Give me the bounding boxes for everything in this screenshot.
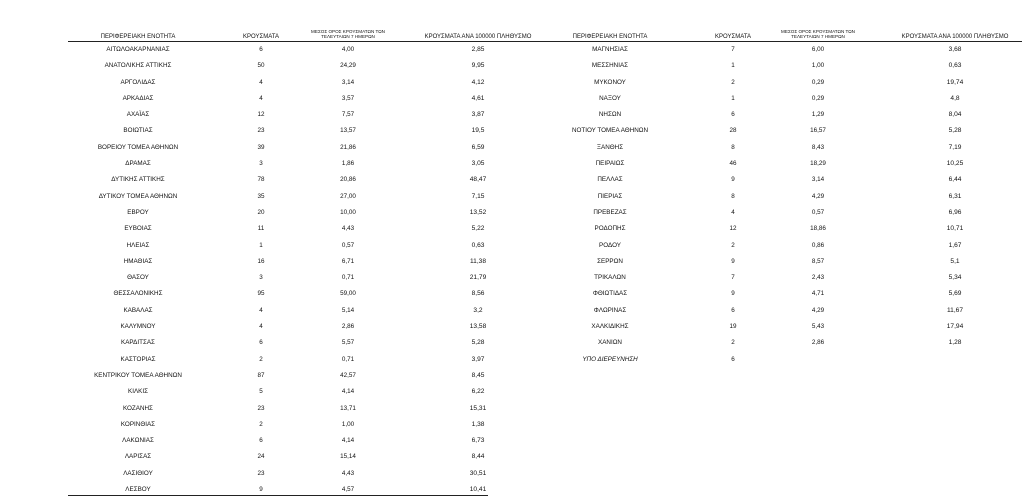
left-table-body: [68, 42, 548, 498]
cases-cell: 6: [731, 306, 735, 314]
avg7-cell: 3,14: [341, 78, 355, 86]
cases-cell: 78: [257, 176, 265, 184]
cases-cell: 8: [731, 192, 735, 200]
cases-cell: 7: [731, 46, 735, 53]
cases-cell: 28: [729, 127, 737, 135]
table-row: [68, 221, 548, 237]
per100k-cell: 15,31: [469, 404, 487, 412]
region-cell: ΚΑΣΤΟΡΙΑΣ: [120, 355, 156, 363]
header-avg7: [773, 29, 863, 40]
per100k-cell: 8,04: [948, 111, 962, 119]
header-region: ΠΕΡΙΦΕΡΕΙΑΚΗ ΕΝΟΤΗΤΑ: [100, 34, 176, 40]
per100k-cell: 5,22: [471, 225, 485, 233]
region-cell: ΠΙΕΡΙΑΣ: [597, 192, 623, 200]
region-cell: ΗΜΑΘΙΑΣ: [123, 257, 153, 265]
cases-cell: 8: [731, 143, 735, 151]
per100k-cell: 11,67: [946, 306, 963, 314]
per100k-cell: 0,63: [948, 62, 962, 70]
header-avg7-line2: ΤΕΛΕΥΤΑΙΩΝ 7 ΗΜΕΡΩΝ: [321, 34, 375, 40]
per100k-cell: 3,87: [471, 111, 485, 119]
region-cell: ΡΟΔΟΥ: [599, 241, 621, 249]
region-cell: ΦΘΙΩΤΙΔΑΣ: [592, 290, 628, 298]
table-row: [540, 189, 1022, 205]
avg7-cell: 0,71: [341, 274, 355, 282]
table-row: [68, 352, 548, 368]
per100k-cell: 7,19: [948, 143, 962, 151]
avg7-cell: 4,71: [811, 290, 825, 298]
cases-cell: 3: [259, 160, 263, 168]
header-avg7-line1: ΜΕΣΟΣ ΟΡΟΣ ΚΡΟΥΣΜΑΤΩΝ ΤΩΝ: [311, 28, 385, 34]
region-cell: ΛΑΚΩΝΙΑΣ: [122, 437, 154, 445]
avg7-cell: 8,57: [811, 257, 825, 265]
avg7-cell: 1,86: [341, 160, 355, 168]
region-cell: ΤΡΙΚΑΛΩΝ: [594, 274, 626, 282]
avg7-cell: 4,00: [341, 46, 355, 53]
table-row: [68, 466, 548, 482]
per100k-cell: 11,38: [469, 257, 486, 265]
cases-cell: 1: [259, 241, 263, 249]
table-row: [540, 270, 1022, 286]
cases-cell: 2: [731, 78, 735, 86]
table-row: [68, 140, 548, 156]
per100k-cell: 19,74: [946, 78, 964, 86]
table-row: [68, 401, 548, 417]
cases-cell: 23: [257, 127, 265, 135]
cases-cell: 35: [257, 192, 265, 200]
region-cell: ΜΕΣΣΗΝΙΑΣ: [591, 62, 629, 70]
region-cell: ΛΑΣΙΘΙΟΥ: [123, 469, 153, 477]
per100k-cell: 3,97: [471, 355, 485, 363]
bottom-rule: [68, 495, 488, 496]
avg7-cell: 0,86: [811, 241, 825, 249]
per100k-cell: 2,85: [471, 46, 485, 53]
region-cell: ΑΧΑΪΑΣ: [126, 111, 150, 119]
cases-cell: 7: [731, 274, 735, 282]
avg7-cell: 0,29: [811, 94, 825, 102]
avg7-cell: 4,43: [341, 225, 355, 233]
header-avg7-line1: ΜΕΣΟΣ ΟΡΟΣ ΚΡΟΥΣΜΑΤΩΝ ΤΩΝ: [781, 28, 855, 34]
table-row: [540, 107, 1022, 123]
cases-cell: 2: [731, 339, 735, 347]
avg7-cell: 5,57: [341, 339, 355, 347]
per100k-cell: 1,38: [471, 420, 485, 428]
cases-cell: 2: [259, 420, 263, 428]
table-row: [68, 319, 548, 335]
cases-cell: 95: [257, 290, 265, 298]
cases-cell: 4: [259, 306, 263, 314]
table-header: [68, 26, 548, 42]
region-cell: ΘΕΣΣΑΛΟΝΙΚΗΣ: [113, 290, 163, 298]
table-row: [68, 433, 548, 449]
cases-cell: 50: [257, 62, 265, 70]
avg7-cell: 24,29: [340, 62, 356, 70]
header-region: ΠΕΡΙΦΕΡΕΙΑΚΗ ΕΝΟΤΗΤΑ: [572, 34, 648, 40]
cases-cell: 2: [259, 355, 263, 363]
avg7-cell: 59,00: [340, 290, 356, 298]
per100k-cell: 8,56: [471, 290, 485, 298]
table-row: [68, 270, 548, 286]
per100k-cell: 19,5: [471, 127, 485, 135]
cases-cell: 23: [257, 404, 265, 412]
table-row: [540, 303, 1022, 319]
table-row: [68, 449, 548, 465]
region-cell: ΛΕΣΒΟΥ: [125, 486, 151, 494]
cases-cell: 20: [257, 208, 265, 216]
per100k-cell: 4,12: [471, 78, 485, 86]
per100k-cell: 1,67: [948, 241, 962, 249]
avg7-cell: 13,71: [340, 404, 356, 412]
table-row: [540, 156, 1022, 172]
cases-cell: 4: [731, 208, 735, 216]
region-cell: ΕΒΡΟΥ: [127, 208, 149, 216]
table-row: [540, 58, 1022, 74]
table-row: [540, 286, 1022, 302]
per100k-cell: 6,73: [471, 437, 485, 445]
per100k-cell: 21,79: [469, 274, 487, 282]
per100k-cell: 8,44: [471, 453, 485, 461]
table-row: [68, 123, 548, 139]
avg7-cell: 6,71: [341, 257, 355, 265]
per100k-cell: 5,28: [948, 127, 962, 135]
avg7-cell: 1,00: [341, 420, 355, 428]
avg7-cell: 4,14: [341, 437, 355, 445]
region-cell: ΝΑΞΟΥ: [599, 94, 621, 102]
region-cell: ΡΟΔΟΠΗΣ: [594, 225, 626, 233]
avg7-cell: 4,29: [811, 192, 825, 200]
per100k-cell: 3,05: [471, 160, 485, 168]
table-row: [68, 156, 548, 172]
header-avg7-line2: ΤΕΛΕΥΤΑΙΩΝ 7 ΗΜΕΡΩΝ: [791, 34, 845, 40]
avg7-cell: 10,00: [340, 208, 356, 216]
per100k-cell: 6,96: [948, 208, 962, 216]
region-cell: ΞΑΝΘΗΣ: [596, 143, 624, 151]
per100k-cell: 9,95: [471, 62, 485, 70]
region-cell: ΠΡΕΒΕΖΑΣ: [593, 208, 627, 216]
region-cell: ΕΥΒΟΙΑΣ: [124, 225, 152, 233]
region-cell: ΛΑΡΙΣΑΣ: [124, 453, 152, 461]
avg7-cell: 7,57: [341, 111, 355, 119]
table-row: [68, 107, 548, 123]
table-row: [540, 352, 1022, 368]
per100k-cell: 10,41: [469, 486, 487, 494]
header-per100k: ΚΡΟΥΣΜΑΤΑ ΑΝΑ 100000 ΠΛΗΘΥΣΜΟ: [901, 34, 1009, 40]
per100k-cell: 6,22: [471, 388, 485, 396]
cases-cell: 4: [259, 323, 263, 331]
avg7-cell: 0,29: [811, 78, 825, 86]
table-row: [68, 384, 548, 400]
region-cell: ΒΟΙΩΤΙΑΣ: [123, 127, 153, 135]
per100k-cell: 10,71: [946, 225, 964, 233]
table-row: [68, 335, 548, 351]
region-cell: ΦΛΩΡΙΝΑΣ: [593, 306, 627, 314]
header-per100k: ΚΡΟΥΣΜΑΤΑ ΑΝΑ 100000 ΠΛΗΘΥΣΜΟ: [424, 34, 532, 40]
table-row: [68, 91, 548, 107]
region-cell: ΚΕΝΤΡΙΚΟΥ ΤΟΜΕΑ ΑΘΗΝΩΝ: [94, 371, 182, 379]
region-cell: ΚΙΛΚΙΣ: [128, 388, 148, 396]
avg7-cell: 42,57: [340, 371, 356, 379]
table-row: [68, 75, 548, 91]
table-row: [540, 75, 1022, 91]
table-row: [540, 42, 1022, 58]
cases-cell: 3: [259, 274, 263, 282]
cases-cell: 5: [259, 388, 263, 396]
cases-cell: 12: [257, 111, 265, 119]
table-row: [68, 368, 548, 384]
region-cell: ΑΡΚΑΔΙΑΣ: [122, 94, 154, 102]
table-row: [68, 238, 548, 254]
per100k-cell: 10,25: [946, 160, 964, 168]
region-cell: ΑΝΑΤΟΛΙΚΗΣ ΑΤΤΙΚΗΣ: [104, 62, 172, 70]
avg7-cell: 18,86: [810, 225, 826, 233]
avg7-cell: 4,43: [341, 469, 355, 477]
cases-cell: 6: [259, 46, 263, 53]
avg7-cell: 4,57: [341, 486, 355, 494]
per100k-cell: 13,52: [469, 208, 487, 216]
cases-cell: 6: [259, 437, 263, 445]
per100k-cell: 7,15: [471, 192, 485, 200]
region-cell: ΗΛΕΙΑΣ: [126, 241, 150, 249]
per100k-cell: 48,47: [469, 176, 487, 184]
table-row: [68, 303, 548, 319]
per100k-cell: 5,34: [948, 274, 962, 282]
cases-cell: 1: [731, 62, 735, 70]
region-cell: ΚΟΡΙΝΘΙΑΣ: [120, 420, 156, 428]
avg7-cell: 2,43: [811, 274, 825, 282]
table-row: [68, 417, 548, 433]
region-cell: ΔΡΑΜΑΣ: [125, 160, 151, 168]
region-cell: ΔΥΤΙΚΗΣ ΑΤΤΙΚΗΣ: [111, 176, 165, 184]
table-row: [68, 205, 548, 221]
table-header: [540, 26, 1022, 42]
left-table: [68, 26, 548, 498]
table-row: [540, 254, 1022, 270]
per100k-cell: 30,51: [469, 469, 487, 477]
avg7-cell: 2,86: [811, 339, 825, 347]
region-cell: ΑΡΓΟΛΙΔΑΣ: [120, 78, 156, 86]
avg7-cell: 21,86: [340, 143, 356, 151]
avg7-cell: 3,57: [341, 94, 355, 102]
per100k-cell: 17,94: [946, 323, 964, 331]
region-cell: ΚΑΡΔΙΤΣΑΣ: [121, 339, 155, 347]
right-table: [540, 26, 1022, 368]
cases-cell: 87: [257, 371, 265, 379]
region-cell: ΜΥΚΟΝΟΥ: [594, 78, 626, 86]
cases-cell: 9: [259, 486, 263, 494]
per100k-cell: 6,31: [948, 192, 962, 200]
avg7-cell: 0,71: [341, 355, 355, 363]
table-row: [540, 140, 1022, 156]
table-row: [540, 238, 1022, 254]
per100k-cell: 0,63: [471, 241, 485, 249]
region-cell: ΝΗΣΩΝ: [598, 111, 622, 119]
table-row: [540, 91, 1022, 107]
avg7-cell: 2,86: [341, 323, 355, 331]
table-row: [68, 189, 548, 205]
cases-cell: 39: [257, 143, 265, 151]
table-row: [540, 205, 1022, 221]
avg7-cell: 27,00: [340, 192, 356, 200]
table-row: [540, 319, 1022, 335]
cases-cell: 19: [729, 323, 737, 331]
region-cell: ΠΕΙΡΑΙΩΣ: [595, 160, 625, 168]
region-cell: ΧΑΛΚΙΔΙΚΗΣ: [591, 323, 629, 331]
table-row: [540, 172, 1022, 188]
header-cases: ΚΡΟΥΣΜΑΤΑ: [243, 34, 279, 40]
cases-cell: 1: [731, 94, 735, 102]
region-cell: ΠΕΛΛΑΣ: [597, 176, 623, 184]
region-cell: ΥΠΟ ΔΙΕΡΕΥΝΗΣΗ: [582, 355, 638, 363]
avg7-cell: 20,86: [340, 176, 356, 184]
avg7-cell: 13,57: [340, 127, 356, 135]
table-row: [540, 123, 1022, 139]
region-cell: ΚΑΛΥΜΝΟΥ: [120, 323, 156, 331]
per100k-cell: 5,1: [950, 257, 960, 265]
table-row: [68, 58, 548, 74]
table-row: [540, 335, 1022, 351]
per100k-cell: 13,58: [469, 323, 487, 331]
avg7-cell: 5,14: [341, 306, 355, 314]
cases-cell: 6: [731, 111, 735, 119]
region-cell: ΣΕΡΡΩΝ: [597, 257, 623, 265]
table-row: [68, 42, 548, 58]
cases-cell: 2: [731, 241, 735, 249]
per100k-cell: 4,8: [950, 94, 960, 102]
per100k-cell: 3,68: [948, 46, 962, 53]
avg7-cell: 15,14: [340, 453, 356, 461]
region-cell: ΚΑΒΑΛΑΣ: [123, 306, 153, 314]
per100k-cell: 8,45: [471, 371, 485, 379]
avg7-cell: 8,43: [811, 143, 825, 151]
cases-cell: 9: [731, 176, 735, 184]
region-cell: ΑΙΤΩΛΟΑΚΑΡΝΑΝΙΑΣ: [106, 46, 170, 53]
region-cell: ΚΟΖΑΝΗΣ: [123, 404, 153, 412]
avg7-cell: 16,57: [810, 127, 826, 135]
avg7-cell: 6,00: [811, 46, 825, 53]
region-cell: ΔΥΤΙΚΟΥ ΤΟΜΕΑ ΑΘΗΝΩΝ: [98, 192, 178, 200]
header-avg7: [303, 29, 393, 40]
cases-cell: 46: [729, 160, 737, 168]
avg7-cell: 0,57: [811, 208, 825, 216]
region-cell: ΘΑΣΟΥ: [127, 274, 149, 282]
cases-cell: 23: [257, 469, 265, 477]
avg7-cell: 18,29: [810, 160, 826, 168]
region-cell: ΧΑΝΙΩΝ: [598, 339, 622, 347]
per100k-cell: 5,69: [948, 290, 962, 298]
cases-cell: 4: [259, 94, 263, 102]
cases-cell: 12: [729, 225, 737, 233]
per100k-cell: 3,2: [473, 306, 483, 314]
cases-cell: 9: [731, 290, 735, 298]
region-cell: ΝΟΤΙΟΥ ΤΟΜΕΑ ΑΘΗΝΩΝ: [571, 127, 649, 135]
table-row: [68, 254, 548, 270]
cases-cell: 4: [259, 78, 263, 86]
table-row: [68, 286, 548, 302]
cases-cell: 9: [731, 257, 735, 265]
avg7-cell: 1,00: [811, 62, 825, 70]
cases-cell: 16: [257, 257, 265, 265]
avg7-cell: 4,29: [811, 306, 825, 314]
cases-cell: 6: [259, 339, 263, 347]
per100k-cell: 4,61: [471, 94, 485, 102]
region-cell: ΜΑΓΝΗΣΙΑΣ: [592, 46, 628, 53]
avg7-cell: 5,43: [811, 323, 825, 331]
right-table-body: [540, 42, 1022, 368]
per100k-cell: 6,44: [948, 176, 962, 184]
avg7-cell: 3,14: [811, 176, 825, 184]
cases-cell: 11: [257, 225, 265, 233]
per100k-cell: 6,59: [471, 143, 485, 151]
cases-cell: 24: [257, 453, 265, 461]
header-cases: ΚΡΟΥΣΜΑΤΑ: [715, 34, 751, 40]
avg7-cell: 1,29: [811, 111, 825, 119]
region-cell: ΒΟΡΕΙΟΥ ΤΟΜΕΑ ΑΘΗΝΩΝ: [97, 143, 179, 151]
table-row: [68, 172, 548, 188]
avg7-cell: 4,14: [341, 388, 355, 396]
per100k-cell: 1,28: [948, 339, 962, 347]
avg7-cell: 0,57: [341, 241, 355, 249]
per100k-cell: 5,28: [471, 339, 485, 347]
table-row: [540, 221, 1022, 237]
cases-cell: 6: [731, 355, 735, 363]
